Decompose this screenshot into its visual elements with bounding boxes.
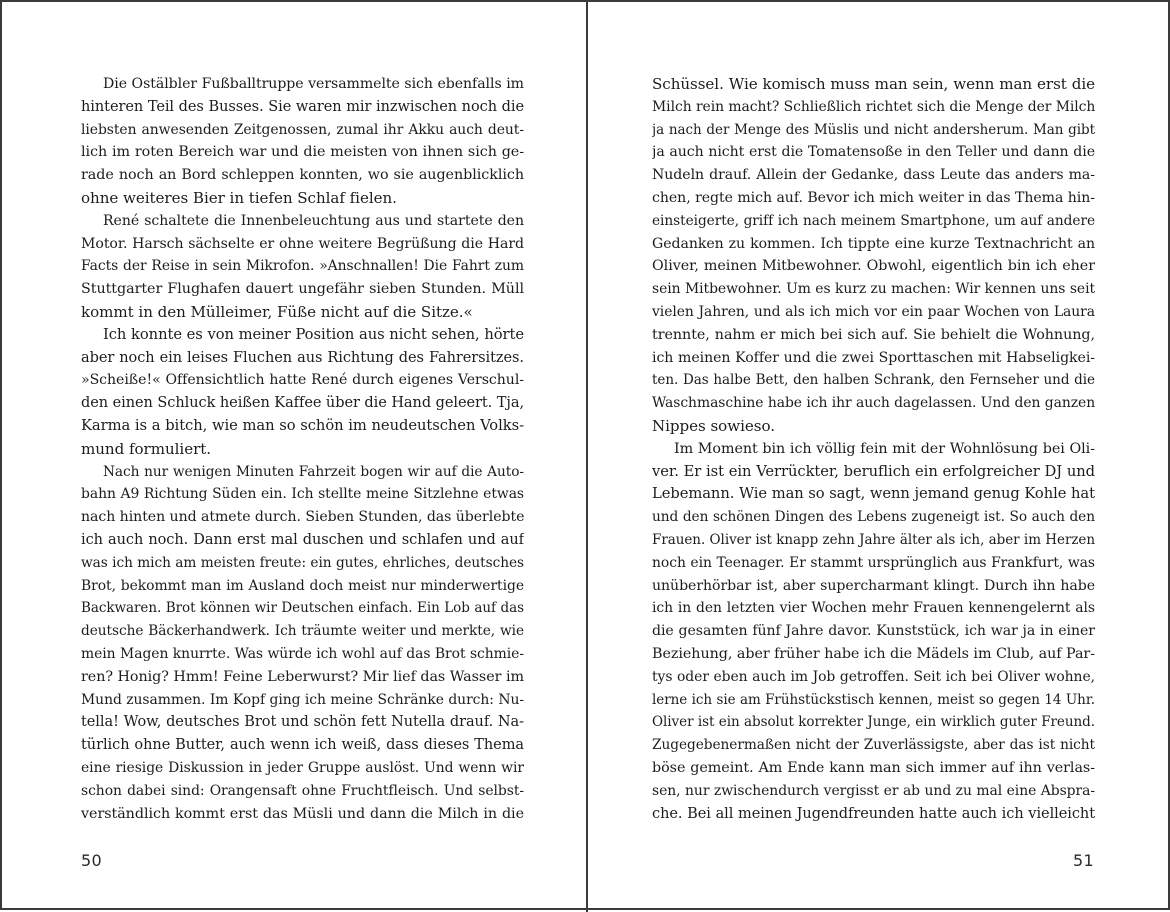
text-line: Zugegebenermaßen nicht der Zuverlässigste, aber das ist nicht [652,737,1095,754]
text-line: Milch rein macht? Schließlich richtet sich die Menge der Milch [652,98,1095,115]
text-line: mein Magen knurrte. Was würde ich wohl auf das Brot schmie- [81,645,524,662]
text-line: Die Ostälbler Fußballtruppe versammelte sich ebenfalls im [103,76,524,92]
text-line: Karma is a bitch, wie man so schön im neudeutschen Volks- [81,416,524,434]
text-line: nach hinten und atmete durch. Sieben Stunden, das überlebte [81,509,524,526]
text-line: ja nach der Menge des Müslis und nicht andersherum. Man gibt [652,121,1095,138]
text-line: unüberhörbar ist, aber supercharmant klingt. Durch ihn habe [652,577,1095,594]
text-line: Stuttgarter Flughafen dauert ungefähr sieben Stunden. Müll [81,281,524,298]
text-line: Im Moment bin ich völlig fein mit der Wohnlösung bei Oli- [674,440,1095,457]
text-line: hinteren Teil des Busses. Sie waren mir inzwischen noch die [81,98,524,115]
text-line: einsteigerte, griff ich nach meinem Smartphone, um auf andere [652,212,1095,229]
text-line: Motor. Harsch sächselte er ohne weitere Begrüßung die Hard [81,235,524,252]
text-line: Nudeln drauf. Allein der Gedanke, dass Leute das anders ma- [652,167,1095,184]
text-line: Nach nur wenigen Minuten Fahrzeit bogen wir auf die Auto- [103,463,524,480]
text-line: ren? Honig? Hmm! Feine Leberwurst? Mir lief das Wasser im [81,668,524,685]
text-line: verständlich kommt erst das Müsli und dann die Milch in die [81,805,524,822]
text-line: René schaltete die Innenbeleuchtung aus und startete den [103,212,524,229]
text-line: böse gemeint. Am Ende kann man sich immer auf ihn verlas- [652,759,1095,776]
text-line: noch ein Teenager. Er stammt ursprünglich aus Frankfurt, was [652,554,1095,571]
text-line: Mund zusammen. Im Kopf ging ich meine Schränke durch: Nu- [81,691,524,708]
text-line: und den schönen Dingen des Lebens zugeneigt ist. So auch den [652,509,1095,526]
text-line: Oliver, meinen Mitbewohner. Obwohl, eigentlich bin ich eher [652,258,1095,275]
text-line: ohne weiteres Bier in tiefen Schlaf fielen. [81,188,397,207]
text-line: trennte, nahm er mich bei sich auf. Sie behielt die Wohnung, [652,326,1095,343]
text-line: ich auch noch. Dann erst mal duschen und schlafen und auf [81,531,524,548]
right-page-body [652,73,1095,825]
text-line: ich in den letzten vier Wochen mehr Frauen kennengelernt als [652,600,1095,617]
text-line: deutsche Bäckerhandwerk. Ich träumte weiter und merkte, wie [81,623,524,640]
text-line: Nippes sowieso. [652,416,775,435]
left-page [2,2,586,912]
text-line: Beziehung, aber früher habe ich die Mädels im Club, auf Par- [652,645,1095,662]
text-line: aber noch ein leises Fluchen aus Richtung des Fahrersitzes. [81,349,524,366]
text-line: die gesamten fünf Jahre davor. Kunststück, ich war ja in einer [652,623,1095,640]
left-page-number: 50 [81,851,102,870]
text-line: sen, nur zwischendurch vergisst er ab und zu mal eine Abspra- [652,782,1095,799]
text-line: bahn A9 Richtung Süden ein. Ich stellte meine Sitzlehne etwas [81,486,524,503]
text-line: was ich mich am meisten freute: ein gutes, ehrliches, deutsches [81,554,524,571]
text-line: rade noch an Bord schleppen konnten, wo sie augenblicklich [81,167,524,184]
text-line: Frauen. Oliver ist knapp zehn Jahre älter als ich, aber im Herzen [652,531,1095,548]
text-line: mund formuliert. [81,439,212,458]
text-line: Schüssel. Wie komisch muss man sein, wenn man erst die [652,75,1095,93]
text-line: che. Bei all meinen Jugendfreunden hatte auch ich vielleicht [652,805,1095,822]
text-line: lerne ich sie am Frühstückstisch kennen, meist so gegen 14 Uhr. [652,691,1095,708]
text-line: liebsten anwesenden Zeitgenossen, zumal ihr Akku auch deut- [81,121,524,138]
text-line: türlich ohne Butter, auch wenn ich weiß, dass dieses Thema [81,737,524,754]
text-line: tys oder eben auch im Job getroffen. Seit ich bei Oliver wohne, [652,668,1095,685]
text-line: »Scheiße!« Offensichtlich hatte René durch eigenes Verschul- [81,372,524,389]
right-page [588,2,1170,912]
text-line: vielen Jahren, und als ich mich vor ein paar Wochen von Laura [652,303,1095,320]
left-page-body [81,73,524,825]
text-line: Lebemann. Wie man so sagt, wenn jemand genug Kohle hat [652,485,1095,503]
text-line: chen, regte mich auf. Bevor ich mich weiter in das Thema hin- [652,189,1095,206]
text-line: sein Mitbewohner. Um es kurz zu machen: Wir kennen uns seit [652,281,1095,298]
text-line: ja auch nicht erst die Tomatensoße in den Teller und dann die [652,144,1095,161]
text-line: lich im roten Bereich war und die meisten von ihnen sich ge- [81,144,524,161]
text-line: schon dabei sind: Orangensaft ohne Fruchtfleisch. Und selbst- [81,782,524,799]
text-line: ich meinen Koffer und die zwei Sporttaschen mit Habseligkei- [652,349,1095,366]
text-line: eine riesige Diskussion in jeder Gruppe auslöst. Und wenn wir [81,759,524,776]
text-line: Facts der Reise in sein Mikrofon. »Anschnallen! Die Fahrt zum [81,258,524,275]
text-line: den einen Schluck heißen Kaffee über die Hand geleert. Tja, [81,395,524,412]
text-line: kommt in den Mülleimer, Füße nicht auf die Sitze.« [81,302,473,321]
text-line: Backwaren. Brot können wir Deutschen einfach. Ein Lob auf das [81,600,524,617]
right-page-number: 51 [1073,851,1094,870]
text-line: Waschmaschine habe ich ihr auch dagelassen. Und den ganzen [652,395,1095,412]
text-line: Brot, bekommt man im Ausland doch meist nur minderwertige [81,577,524,594]
text-line: tella! Wow, deutsches Brot und schön fett Nutella drauf. Na- [81,714,524,731]
text-line: ver. Er ist ein Verrückter, beruflich ein erfolgreicher DJ und [652,462,1095,480]
text-line: Gedanken zu kommen. Ich tippte eine kurze Textnachricht an [652,235,1095,252]
text-line: Oliver ist ein absolut korrekter Junge, ein wirklich guter Freund. [652,714,1095,731]
text-line: ten. Das halbe Bett, den halben Schrank, den Fernseher und die [652,372,1095,389]
text-line: Ich konnte es von meiner Position aus nicht sehen, hörte [103,325,524,343]
